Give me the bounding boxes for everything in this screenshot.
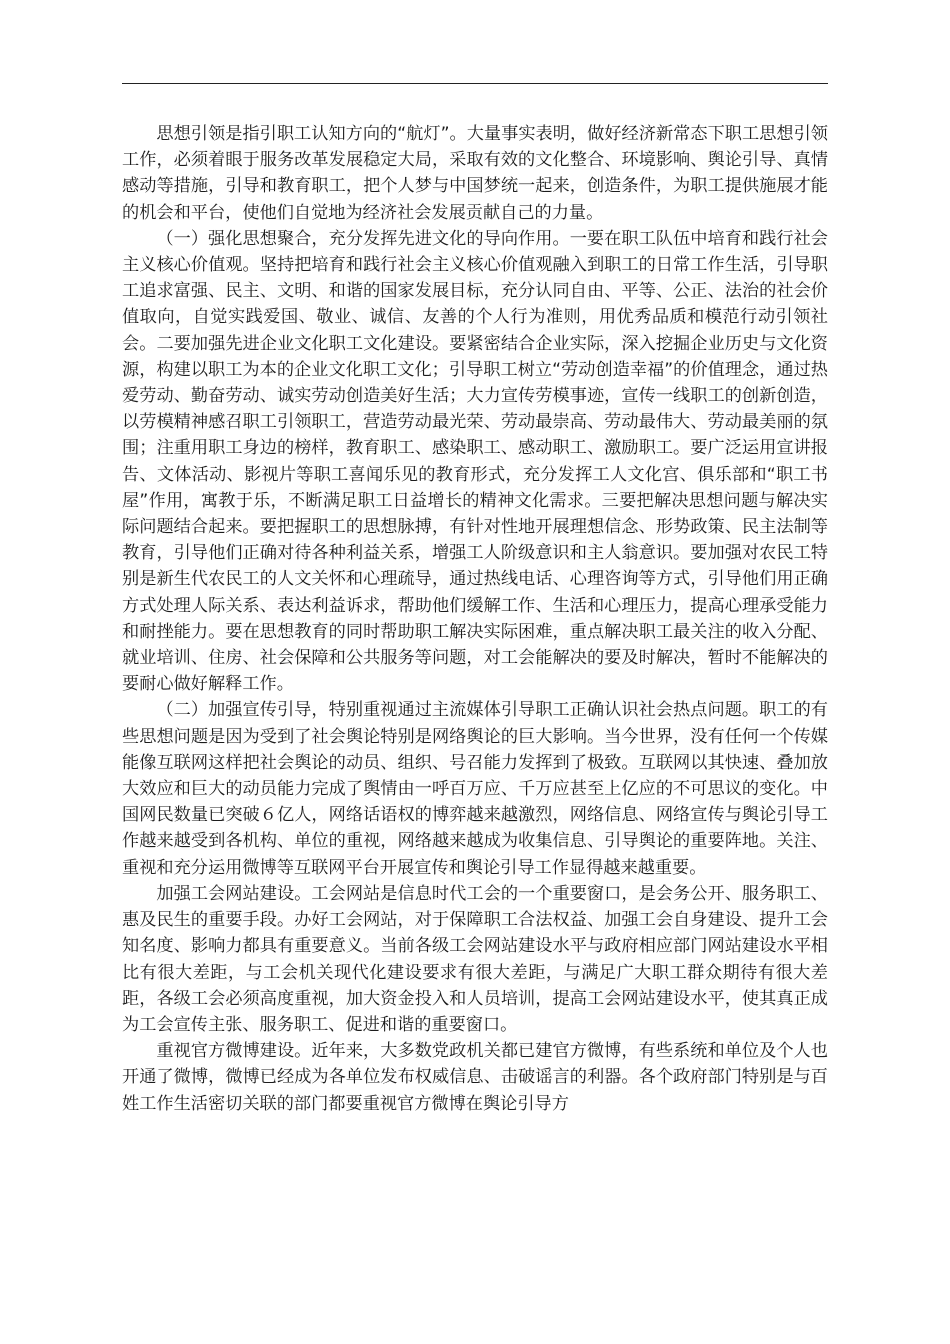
header-divider xyxy=(122,83,828,84)
paragraph-union-website: 加强工会网站建设。工会网站是信息时代工会的一个重要窗口，是会务公开、服务职工、惠及民生的重要手段。办好工会网站，对于保障职工合法权益、加强工会自身建设、提升工会知名度、影响力都具有重要意义。当前各级工会网站建设水平与政府相应部门网站建设水平相比有很大差距，与工会机关现代化建设要求有很大差距，与满足广大职工群众期待有很大差距，各级工会必须高度重视，加大资金投入和人员培训，提高工会网站建设水平，使其真正成为工会宣传主张、服务职工、促进和谐的重要窗口。 xyxy=(122,883,828,1035)
paragraph-official-weibo: 重视官方微博建设。近年来，大多数党政机关都已建官方微博，有些系统和单位及个人也开通了微博，微博已经成为各单位发布权威信息、击破谣言的利器。各个政府部门特别是与百姓工作生活密切关联的部门都要重视官方微博在舆论引导方 xyxy=(122,1041,828,1114)
paragraph-section-2: （二）加强宣传引导，特别重视通过主流媒体引导职工正确认识社会热点问题。职工的有些思想问题是因为受到了社会舆论特别是网络舆论的巨大影响。当今世界，没有任何一个传媒能像互联网这样把社会舆论的动员、组织、号召能力发挥到了极致。互联网以其快速、叠加放大效应和巨大的动员能力完成了舆情由一呼百万应、千万应甚至上亿应的不可思议的变化。中国网民数量已突破６亿人，网络话语权的博弈越来越激烈，网络信息、网络宣传与舆论引导工作越来越受到各机构、单位的重视，网络越来越成为收集信息、引导舆论的重要阵地。关注、重视和充分运用微博等互联网平台开展宣传和舆论引导工作显得越来越重要。 xyxy=(122,700,828,878)
document-body xyxy=(122,121,828,1117)
paragraph-intro: 思想引领是指引职工认知方向的“航灯”。大量事实表明，做好经济新常态下职工思想引领工作，必须着眼于服务改革发展稳定大局，采取有效的文化整合、环境影响、舆论引导、真情感动等措施，引导和教育职工，把个人梦与中国梦统一起来，创造条件，为职工提供施展才能的机会和平台，使他们自觉地为经济社会发展贡献自己的力量。 xyxy=(122,124,828,223)
paragraph-section-1: （一）强化思想聚合，充分发挥先进文化的导向作用。一要在职工队伍中培育和践行社会主义核心价值观。坚持把培育和践行社会主义核心价值观融入到职工的日常工作生活，引导职工追求富强、民主、文明、和谐的国家发展目标，充分认同自由、平等、公正、法治的社会价值取向，自觉实践爱国、敬业、诚信、友善的个人行为准则，用优秀品质和模范行动引领社会。二要加强先进企业文化职工文化建设。要紧密结合企业实际，深入挖掘企业历史与文化资源，构建以职工为本的企业文化职工文化；引导职工树立“劳动创造幸福”的价值理念，通过热爱劳动、勤奋劳动、诚实劳动创造美好生活；大力宣传劳模事迹，宣传一线职工的创新创造，以劳模精神感召职工引领职工，营造劳动最光荣、劳动最崇高、劳动最伟大、劳动最美丽的氛围；注重用职工身边的榜样，教育职工、感染职工、感动职工、激励职工。要广泛运用宣讲报告、文体活动、影视片等职工喜闻乐见的教育形式，充分发挥工人文化宫、俱乐部和“职工书屋”作用，寓教于乐，不断满足职工日益增长的精神文化需求。三要把解决思想问题与解决实际问题结合起来。要把握职工的思想脉搏，有针对性地开展理想信念、形势政策、民主法制等教育，引导他们正确对待各种利益关系，增强工人阶级意识和主人翁意识。要加强对农民工特别是新生代农民工的人文关怀和心理疏导，通过热线电话、心理咨询等方式，引导他们用正确方式处理人际关系、表达利益诉求，帮助他们缓解工作、生活和心理压力，提高心理承受能力和耐挫能力。要在思想教育的同时帮助职工解决实际困难，重点解决职工最关注的收入分配、就业培训、住房、社会保障和公共服务等问题，对工会能解决的要及时解决，暂时不能解决的要耐心做好解释工作。 xyxy=(122,228,828,695)
